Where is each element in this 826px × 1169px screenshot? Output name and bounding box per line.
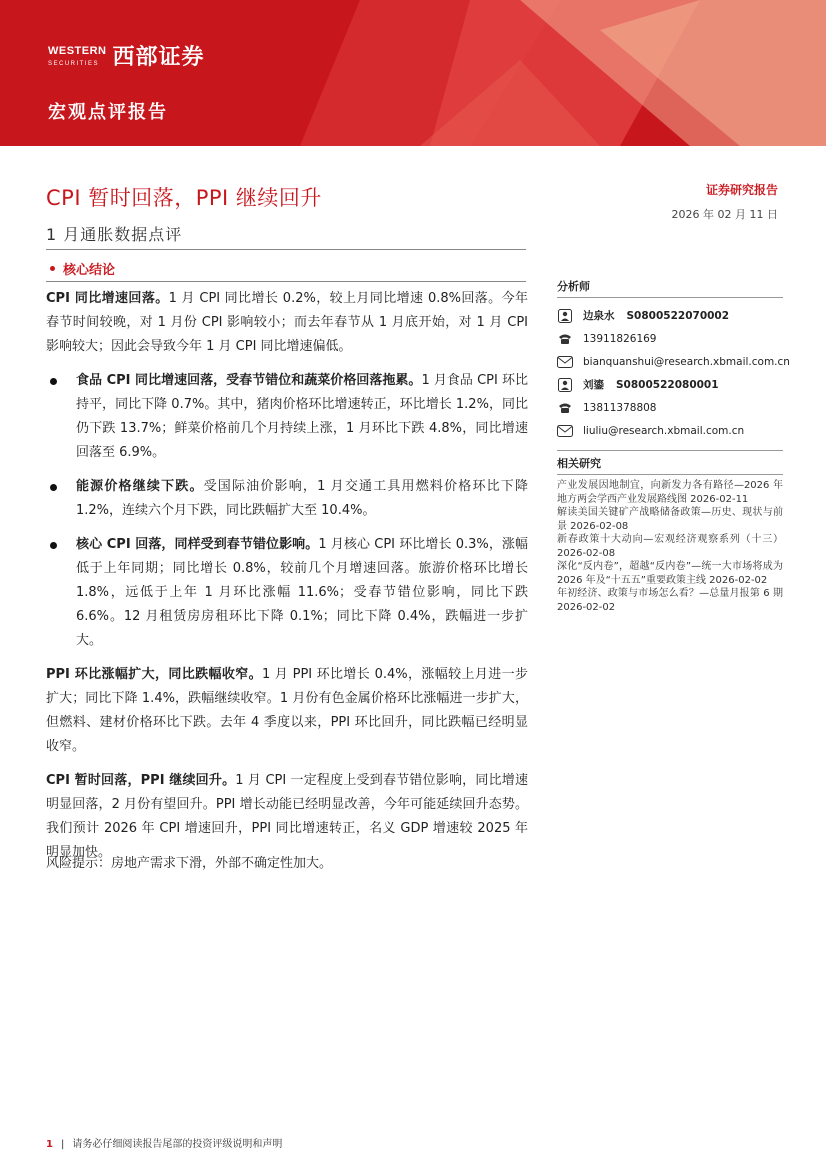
analyst-id: S0800522080001 [616, 378, 719, 391]
header-banner [0, 0, 826, 146]
paragraph-lead: PPI 环比涨幅扩大，同比跌幅收窄。 [46, 667, 262, 682]
paragraph-text: 1 月 CPI 同比增长 0.2%，较上月同比增速 0.8%回落。今年春节时间较晚，对 1 月份 CPI 影响较小；而去年春节从 1 月底开始，对 1 月 CPI 影响较大；因此会导致今年 1 月 CPI 同比增速偏低。 [46, 291, 528, 354]
analyst-email-row [557, 350, 790, 373]
paragraph-ppi [46, 663, 528, 759]
section-heading-text: 核心结论 [63, 263, 116, 278]
mail-icon [557, 424, 573, 438]
paragraph-text: 1 月食品 CPI 环比持平，同比下降 0.7%。其中，猪肉价格环比增速转正，环比增长 1.2%，同比仍下跌 13.7%；鲜菜价格前几个月持续上涨，1 月环比下跌 4.8%，同比增速回落至 6.9%。 [76, 373, 528, 460]
person-icon [557, 309, 573, 323]
paragraph-text: 受国际油价影响，1 月交通工具用燃料价格环比下降 1.2%，连续六个月下跌，同比跌幅扩大至 10.4%。 [76, 479, 528, 518]
analyst-name: 刘鎏 [583, 379, 604, 391]
paragraph-outlook [46, 769, 528, 865]
page-subtitle: 1 月通胀数据点评 [46, 225, 183, 244]
bullet-core [46, 533, 528, 653]
page-number: 1 [46, 1139, 53, 1150]
logo-en-text: WESTERN [48, 45, 107, 57]
logo-en [48, 46, 107, 70]
analyst-phone: 13811378808 [583, 401, 657, 414]
analyst-email[interactable]: bianquanshui@research.xbmail.com.cn [583, 355, 790, 368]
paragraph-lead: 食品 CPI 同比增速回落，受春节错位和蔬菜价格回落拖累。 [76, 373, 422, 388]
section-rule [46, 281, 526, 282]
paragraph-lead: 能源价格继续下跌。 [76, 479, 204, 494]
analyst-phone-row [557, 396, 783, 419]
analyst-row [557, 373, 783, 396]
title-rule [46, 249, 526, 250]
doc-label: 证券研究报告 [705, 183, 778, 197]
bullet-icon [50, 542, 57, 549]
related-item[interactable]: 产业发展因地制宜，向新发力各有路径—2026 年地方两会学西产业发展路线图 2026-02-11 [557, 480, 783, 505]
bullet-food [46, 369, 528, 465]
analyst-row [557, 304, 783, 327]
footer-separator: | [60, 1139, 65, 1150]
phone-icon [557, 332, 573, 346]
paragraph-lead: CPI 同比增速回落。 [46, 291, 169, 306]
banner-pattern [0, 0, 826, 146]
phone-icon [557, 401, 573, 415]
related-item[interactable]: 深化“反内卷”，超越“反内卷”—统一大市场将成为 2026 年及“十五五”重要政策主线 2026-02-02 [557, 561, 783, 586]
footer [46, 1135, 282, 1150]
logo [48, 46, 205, 70]
related-item[interactable]: 年初经济、政策与市场怎么看？—总量月报第 6 期 2026-02-02 [557, 588, 783, 613]
bullet-energy [46, 475, 528, 523]
doc-date: 2026 年 02 月 11 日 [671, 208, 778, 221]
person-icon [557, 378, 573, 392]
report-type: 宏观点评报告 [48, 102, 168, 123]
bullet-icon [50, 378, 57, 385]
paragraph-lead: CPI 暂时回落，PPI 继续回升。 [46, 773, 236, 788]
mail-icon [557, 355, 573, 369]
sidebar [557, 278, 790, 614]
bullet-dot-icon [50, 266, 55, 271]
risk-note: 风险提示：房地产需求下滑，外部不确定性加大。 [46, 856, 333, 871]
analyst-heading: 分析师 [557, 278, 783, 298]
main-body [46, 287, 528, 865]
paragraph-text: 1 月 CPI 一定程度上受到春节错位影响，同比增速明显回落，2 月份有望回升。PPI 增长动能已经明显改善，今年可能延续回升态势。我们预计 2026 年 CPI 增速回升，PPI 同比增速转正，名义 GDP 增速较 2025 年明显加快。 [46, 773, 528, 860]
analyst-email-row [557, 419, 783, 442]
bullet-icon [50, 484, 57, 491]
page-title: CPI 暂时回落，PPI 继续回升 [46, 186, 322, 210]
section-heading [46, 259, 115, 278]
paragraph-cpi [46, 287, 528, 359]
analyst-id: S0800522070002 [626, 309, 730, 322]
related-heading: 相关研究 [557, 450, 783, 475]
footer-disclaimer: 请务必仔细阅读报告尾部的投资评级说明和声明 [72, 1139, 283, 1150]
paragraph-text: 1 月核心 CPI 环比增长 0.3%，涨幅低于上年同期；同比增长 0.8%，较前几个月增速回落。旅游价格环比增长 1.8%，远低于上年 1 月环比涨幅 11.6%；受春节错位影响，同比下跌 6.6%。12 月租赁房房租环比下降 0.1%；同比下降 0.4%，跌幅进一步扩大。 [76, 537, 528, 648]
analyst-phone: 13911826169 [583, 332, 657, 345]
analyst-email[interactable]: liuliu@research.xbmail.com.cn [583, 424, 745, 437]
related-item[interactable]: 新春政策十大动向—宏观经济观察系列（十三） 2026-02-08 [557, 534, 783, 559]
related-item[interactable]: 解读美国关键矿产战略储备政策—历史、现状与前景 2026-02-08 [557, 507, 783, 532]
paragraph-text: 1 月 PPI 环比增长 0.4%，涨幅较上月进一步扩大；同比下降 1.4%，跌幅继续收窄。1 月份有色金属价格环比涨幅进一步扩大，但燃料、建材价格环比下跌。去年 4 季度以来，PPI 环比回升，同比跌幅已经明显收窄。 [46, 667, 528, 754]
logo-en-sub: SECURITIES [48, 61, 100, 67]
analyst-name: 边泉水 [583, 310, 615, 322]
paragraph-lead: 核心 CPI 回落，同样受到春节错位影响。 [76, 537, 319, 552]
analyst-phone-row [557, 327, 783, 350]
related-list [557, 479, 783, 614]
logo-cn: 西部证券 [112, 45, 205, 70]
